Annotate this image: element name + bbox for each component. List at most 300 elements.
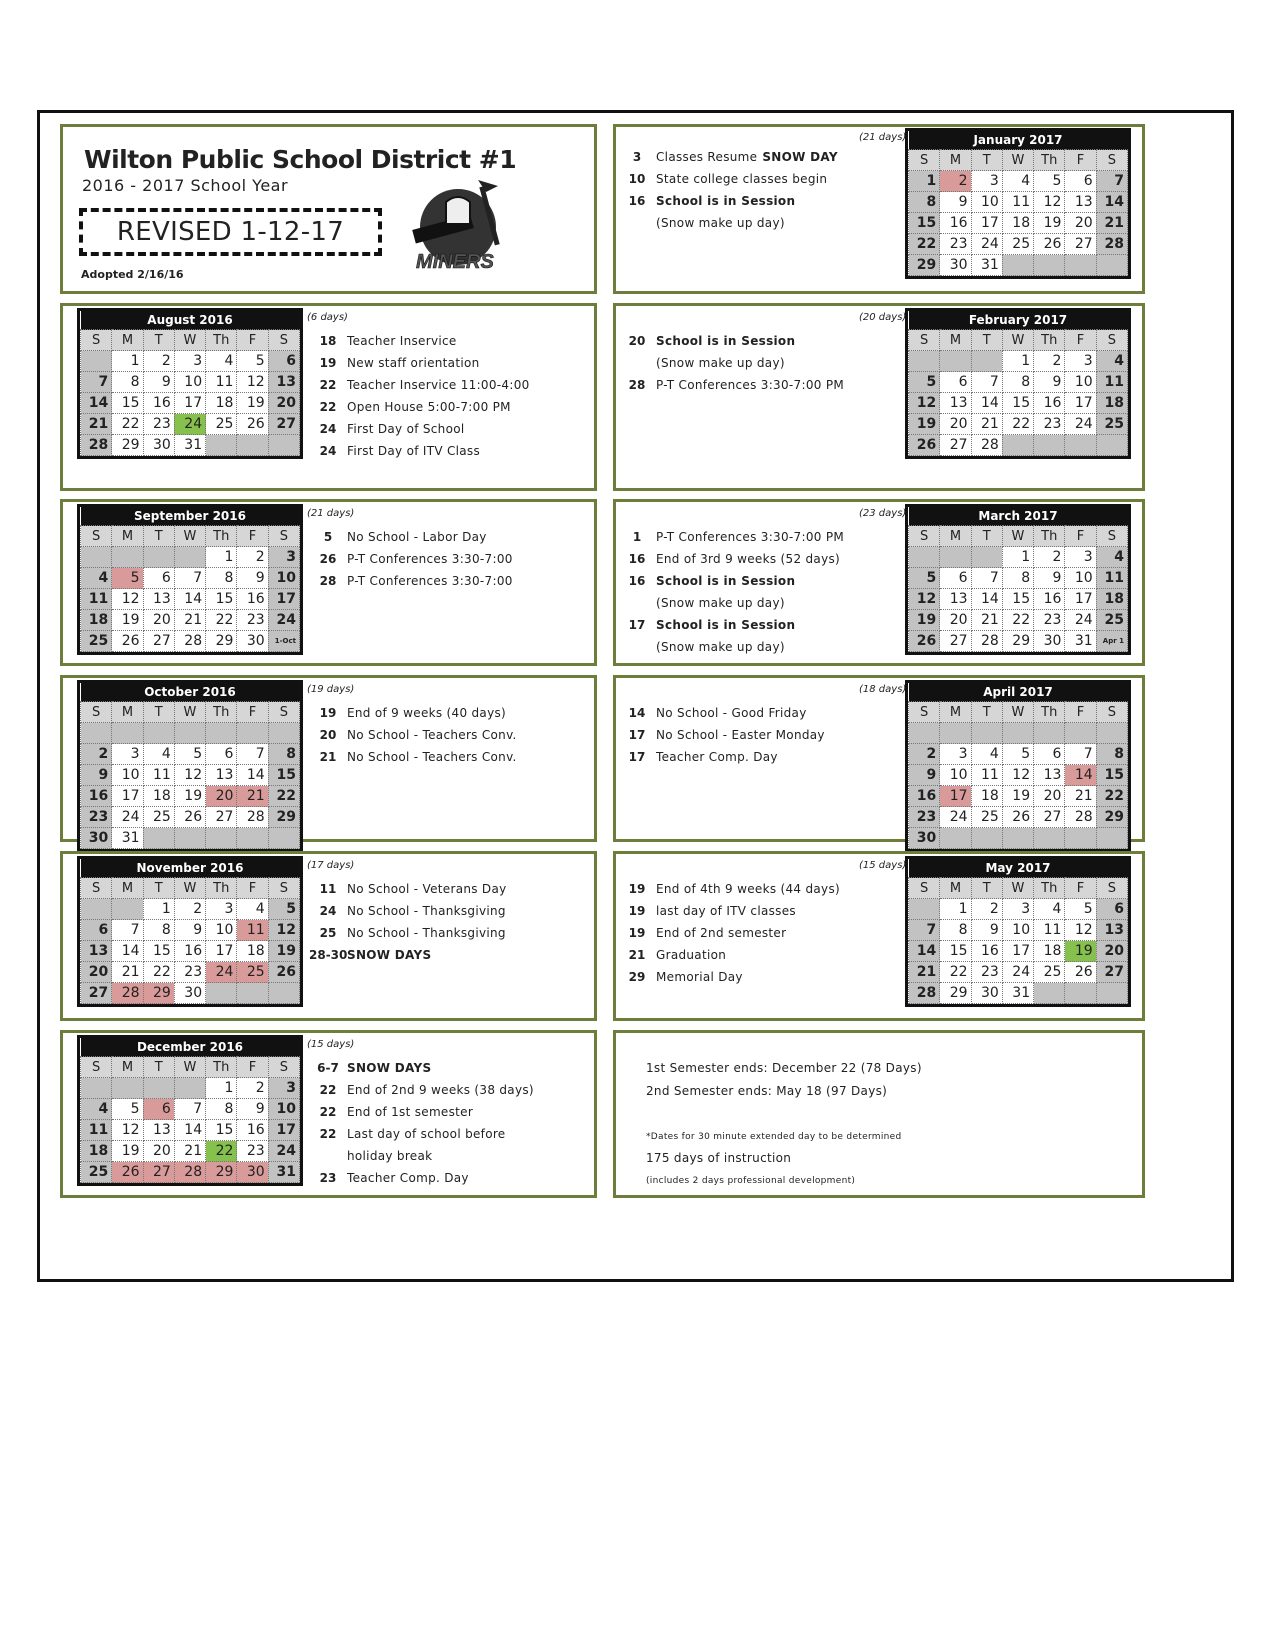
day-cell: 23 [971,962,1002,983]
event-text: End of 1st semester [347,1105,474,1119]
day-cell: 9 [81,765,112,786]
event-text: No School - Teachers Conv. [347,750,517,764]
weekday-header: Th [1034,150,1065,171]
day-cell: 11 [206,372,237,393]
day-cell: 9 [1034,568,1065,589]
day-cell [143,723,174,744]
day-cell: 10 [268,1099,299,1120]
day-cell: 6 [1065,171,1096,192]
day-cell: 11 [1096,372,1127,393]
weekday-header: W [174,526,205,547]
event-text: (Snow make up day) [656,596,785,610]
event-item [618,944,726,966]
extended-day-note: *Dates for 30 minute extended day to be determined [646,1132,902,1142]
event-text: No School - Thanksgiving [347,904,506,918]
day-cell: 19 [112,610,143,631]
day-cell [1002,255,1033,276]
month-title: November 2016 [81,859,300,878]
day-cell: 19 [268,941,299,962]
event-date: 17 [628,728,646,742]
event-date: 22 [319,400,337,414]
day-cell: 17 [971,213,1002,234]
event-item [309,1079,534,1101]
day-cell: 19 [1065,941,1096,962]
day-cell: 14 [1065,765,1096,786]
weekday-header: M [940,878,971,899]
day-cell: 16 [174,941,205,962]
month-title: April 2017 [909,683,1128,702]
day-cell: 8 [940,920,971,941]
weekday-header: T [143,878,174,899]
event-item [309,1101,473,1123]
day-cell: 29 [206,1162,237,1183]
day-cell: 5 [909,372,940,393]
day-cell: 11 [81,589,112,610]
event-date: 22 [319,1105,337,1119]
day-cell: 23 [81,807,112,828]
event-text: End of 2nd 9 weeks (38 days) [347,1083,534,1097]
day-cell: 2 [1034,547,1065,568]
weekday-header: W [174,878,205,899]
day-cell: 23 [1034,610,1065,631]
day-cell: 25 [81,631,112,652]
event-date: 19 [628,904,646,918]
month-title: September 2016 [81,507,300,526]
day-cell: 4 [143,744,174,765]
day-cell: 29 [112,435,143,456]
day-cell: 5 [1065,899,1096,920]
day-cell: 14 [237,765,268,786]
day-cell: 18 [1096,589,1127,610]
day-cell: 10 [1065,372,1096,393]
event-text: P-T Conferences 3:30-7:00 [347,574,513,588]
day-cell: 28 [1065,807,1096,828]
event-date: 18 [319,334,337,348]
day-cell: 12 [1034,192,1065,213]
day-cell: 1-Oct [268,631,299,652]
event-date: 26 [319,552,337,566]
day-cell: 11 [143,765,174,786]
event-item [309,746,517,768]
day-cell: 9 [143,372,174,393]
day-cell: 17 [940,786,971,807]
event-date: 10 [628,172,646,186]
weekday-header: M [940,526,971,547]
event-item [309,526,487,548]
day-cell: 12 [909,393,940,414]
event-text: last day of ITV classes [656,904,796,918]
instruction-day-count: (20 days) [859,312,907,323]
day-cell: 7 [174,1099,205,1120]
day-cell [1065,723,1096,744]
day-cell: 21 [1065,786,1096,807]
day-cell: 30 [1034,631,1065,652]
event-date: 21 [628,948,646,962]
weekday-header: S [81,1057,112,1078]
day-cell: 12 [112,589,143,610]
day-cell: 27 [81,983,112,1004]
day-cell: 1 [1002,351,1033,372]
day-cell [81,899,112,920]
weekday-header: W [174,1057,205,1078]
event-text: holiday break [347,1149,433,1163]
instruction-day-count: (21 days) [859,132,907,143]
event-text: Teacher Comp. Day [347,1171,469,1185]
weekday-header: M [940,330,971,351]
day-cell: 2 [237,1078,268,1099]
day-cell: 6 [206,744,237,765]
day-cell [237,435,268,456]
day-cell: 20 [940,414,971,435]
day-cell: 22 [909,234,940,255]
day-cell: 20 [143,610,174,631]
day-cell: 25 [143,807,174,828]
day-cell: 11 [81,1120,112,1141]
day-cell: 14 [174,589,205,610]
event-text: Open House 5:00-7:00 PM [347,400,511,414]
day-cell: 26 [1065,962,1096,983]
day-cell: 7 [909,920,940,941]
event-text: (Snow make up day) [656,640,785,654]
weekday-header: W [1002,150,1033,171]
event-date: 19 [628,926,646,940]
adopted-date: Adopted 2/16/16 [81,268,184,281]
day-cell [940,828,971,849]
day-cell [909,547,940,568]
event-item [309,374,530,396]
event-text: New staff orientation [347,356,480,370]
event-date: 16 [628,194,646,208]
event-date: 20 [628,334,646,348]
event-item [618,922,786,944]
day-cell: 9 [1034,372,1065,393]
weekday-header: F [1065,330,1096,351]
day-cell: 19 [1034,213,1065,234]
day-cell: 27 [940,631,971,652]
day-cell: 5 [237,351,268,372]
month-title: March 2017 [909,507,1128,526]
day-cell: 20 [268,393,299,414]
day-cell: 10 [174,372,205,393]
weekday-header: Th [206,330,237,351]
event-item [618,878,840,900]
event-item [309,330,457,352]
day-cell [909,899,940,920]
day-cell: 8 [1002,372,1033,393]
month-calendar [77,504,303,655]
event-item [309,900,506,922]
day-cell: 2 [81,744,112,765]
day-cell: 18 [971,786,1002,807]
day-cell: 13 [143,1120,174,1141]
event-text: End of 9 weeks (40 days) [347,706,507,720]
day-cell: 23 [909,807,940,828]
day-cell: 24 [268,610,299,631]
event-text: (Snow make up day) [656,216,785,230]
day-cell: 16 [1034,393,1065,414]
weekday-header: T [143,526,174,547]
day-cell: 24 [112,807,143,828]
day-cell: 26 [237,414,268,435]
month-calendar [905,680,1131,852]
day-cell: 26 [174,807,205,828]
day-cell: 17 [1065,393,1096,414]
day-cell [174,723,205,744]
day-cell: 18 [206,393,237,414]
event-text: P-T Conferences 3:30-7:00 PM [656,378,845,392]
event-date: 25 [319,926,337,940]
event-text: P-T Conferences 3:30-7:00 PM [656,530,845,544]
event-date: 11 [319,882,337,896]
day-cell: 26 [1034,234,1065,255]
event-item [618,570,795,592]
day-cell [237,828,268,849]
event-item [618,746,778,768]
weekday-header: T [971,526,1002,547]
event-date: 28-30 [309,948,348,962]
day-cell: 21 [112,962,143,983]
day-cell [268,435,299,456]
weekday-header: F [1065,526,1096,547]
day-cell [971,351,1002,372]
day-cell: 16 [143,393,174,414]
day-cell [1096,983,1127,1004]
event-date: 22 [319,1083,337,1097]
day-cell: 27 [143,1162,174,1183]
event-item [618,212,785,234]
day-cell: 22 [112,414,143,435]
day-cell: 15 [206,589,237,610]
day-cell: 4 [1096,547,1127,568]
weekday-header: Th [206,702,237,723]
day-cell: 27 [268,414,299,435]
weekday-header: S [81,702,112,723]
day-cell: 1 [909,171,940,192]
day-cell [1065,255,1096,276]
event-text: P-T Conferences 3:30-7:00 [347,552,513,566]
day-cell: 27 [143,631,174,652]
event-item [309,352,480,374]
day-cell [206,723,237,744]
weekday-header: S [1096,150,1127,171]
weekday-header: S [81,878,112,899]
event-item [618,168,827,190]
weekday-header: S [268,702,299,723]
day-cell: 10 [206,920,237,941]
day-cell: 15 [1002,589,1033,610]
weekday-header: F [1065,150,1096,171]
weekday-header: M [112,330,143,351]
day-cell [81,547,112,568]
day-cell: 29 [1002,631,1033,652]
event-text: First Day of ITV Class [347,444,481,458]
day-cell: 7 [174,568,205,589]
event-item [618,636,785,658]
logo-text: MINERS [416,251,494,273]
day-cell: 25 [1002,234,1033,255]
event-date: 22 [319,1127,337,1141]
weekday-header: F [1065,702,1096,723]
day-cell: 19 [1002,786,1033,807]
weekday-header: T [971,702,1002,723]
day-cell: 25 [237,962,268,983]
day-cell: 15 [940,941,971,962]
event-date: 16 [628,574,646,588]
weekday-header: S [1096,330,1127,351]
pd-note: (includes 2 days professional development) [646,1176,856,1186]
day-cell: 10 [1065,568,1096,589]
day-cell: 31 [112,828,143,849]
day-cell: 13 [1096,920,1127,941]
day-cell: 6 [143,568,174,589]
day-cell: 1 [143,899,174,920]
day-cell: 30 [174,983,205,1004]
event-date: 14 [628,706,646,720]
day-cell: 3 [940,744,971,765]
day-cell [1002,723,1033,744]
day-cell: 2 [971,899,1002,920]
instruction-day-count: (6 days) [307,312,348,323]
day-cell: 25 [1096,414,1127,435]
day-cell: 29 [206,631,237,652]
day-cell [206,983,237,1004]
day-cell [1034,723,1065,744]
day-cell: 21 [971,610,1002,631]
event-item [309,396,511,418]
day-cell: 3 [1065,351,1096,372]
day-cell: 8 [112,372,143,393]
day-cell: 22 [1096,786,1127,807]
day-cell: 5 [174,744,205,765]
day-cell: 7 [81,372,112,393]
day-cell: 2 [909,744,940,765]
day-cell: 12 [909,589,940,610]
weekday-header: W [1002,878,1033,899]
day-cell: 13 [81,941,112,962]
day-cell: 3 [971,171,1002,192]
day-cell: 4 [1096,351,1127,372]
day-cell: 15 [1002,393,1033,414]
day-cell: 26 [909,631,940,652]
event-date: 23 [319,1171,337,1185]
day-cell: 8 [909,192,940,213]
day-cell [1065,435,1096,456]
weekday-header: S [909,526,940,547]
weekday-header: F [1065,878,1096,899]
day-cell: 25 [1034,962,1065,983]
day-cell: 15 [143,941,174,962]
day-cell: 20 [1065,213,1096,234]
event-text: School is in Session [656,334,796,348]
weekday-header: W [1002,526,1033,547]
day-cell: 16 [909,786,940,807]
weekday-header: F [237,878,268,899]
day-cell: 30 [143,435,174,456]
day-cell: 4 [81,568,112,589]
day-cell: 17 [268,1120,299,1141]
event-item [309,418,465,440]
month-calendar [905,308,1131,459]
instruction-day-count: (17 days) [307,860,355,871]
day-cell: 11 [971,765,1002,786]
day-cell: 28 [81,435,112,456]
day-cell [940,351,971,372]
day-cell: 6 [81,920,112,941]
instruction-day-count: (15 days) [859,860,907,871]
month-title: December 2016 [81,1038,300,1057]
day-cell [206,828,237,849]
day-cell: 28 [174,1162,205,1183]
day-cell: 10 [940,765,971,786]
day-cell [237,983,268,1004]
district-title: Wilton Public School District #1 [84,145,517,174]
event-item [618,702,807,724]
event-date: 3 [632,150,642,164]
weekday-header: Th [1034,702,1065,723]
event-date: 16 [628,552,646,566]
day-cell: 9 [940,192,971,213]
day-cell: 20 [1096,941,1127,962]
day-cell [143,1078,174,1099]
day-cell: 4 [237,899,268,920]
day-cell: 5 [909,568,940,589]
event-text: (Snow make up day) [656,356,785,370]
day-cell: 24 [174,414,205,435]
weekday-header: S [268,330,299,351]
event-date: 17 [628,750,646,764]
day-cell: 2 [1034,351,1065,372]
day-cell: 23 [1034,414,1065,435]
day-cell [1034,255,1065,276]
day-cell: 23 [237,610,268,631]
day-cell: 30 [971,983,1002,1004]
day-cell: 5 [112,568,143,589]
day-cell: 8 [1096,744,1127,765]
day-cell: 15 [1096,765,1127,786]
day-cell [112,547,143,568]
month-calendar [77,308,303,459]
day-cell: 18 [81,1141,112,1162]
day-cell: 19 [174,786,205,807]
day-cell [940,547,971,568]
day-cell: 5 [1002,744,1033,765]
day-cell: 6 [940,372,971,393]
day-cell: 25 [206,414,237,435]
day-cell: 27 [206,807,237,828]
day-cell [1065,983,1096,1004]
event-item [618,330,795,352]
weekday-header: F [237,1057,268,1078]
day-cell: 1 [206,547,237,568]
day-cell: 20 [1034,786,1065,807]
weekday-header: M [940,702,971,723]
event-item [618,374,844,396]
day-cell: 5 [1034,171,1065,192]
day-cell: 4 [971,744,1002,765]
weekday-header: T [971,150,1002,171]
weekday-header: S [909,330,940,351]
event-text: Last day of school before [347,1127,506,1141]
event-item [309,1167,469,1189]
event-text: No School - Veterans Day [347,882,507,896]
weekday-header: S [268,878,299,899]
month-title: May 2017 [909,859,1128,878]
weekday-header: W [1002,330,1033,351]
day-cell: 14 [112,941,143,962]
event-date: 19 [628,882,646,896]
day-cell: 13 [940,589,971,610]
miners-logo-icon [408,172,512,276]
